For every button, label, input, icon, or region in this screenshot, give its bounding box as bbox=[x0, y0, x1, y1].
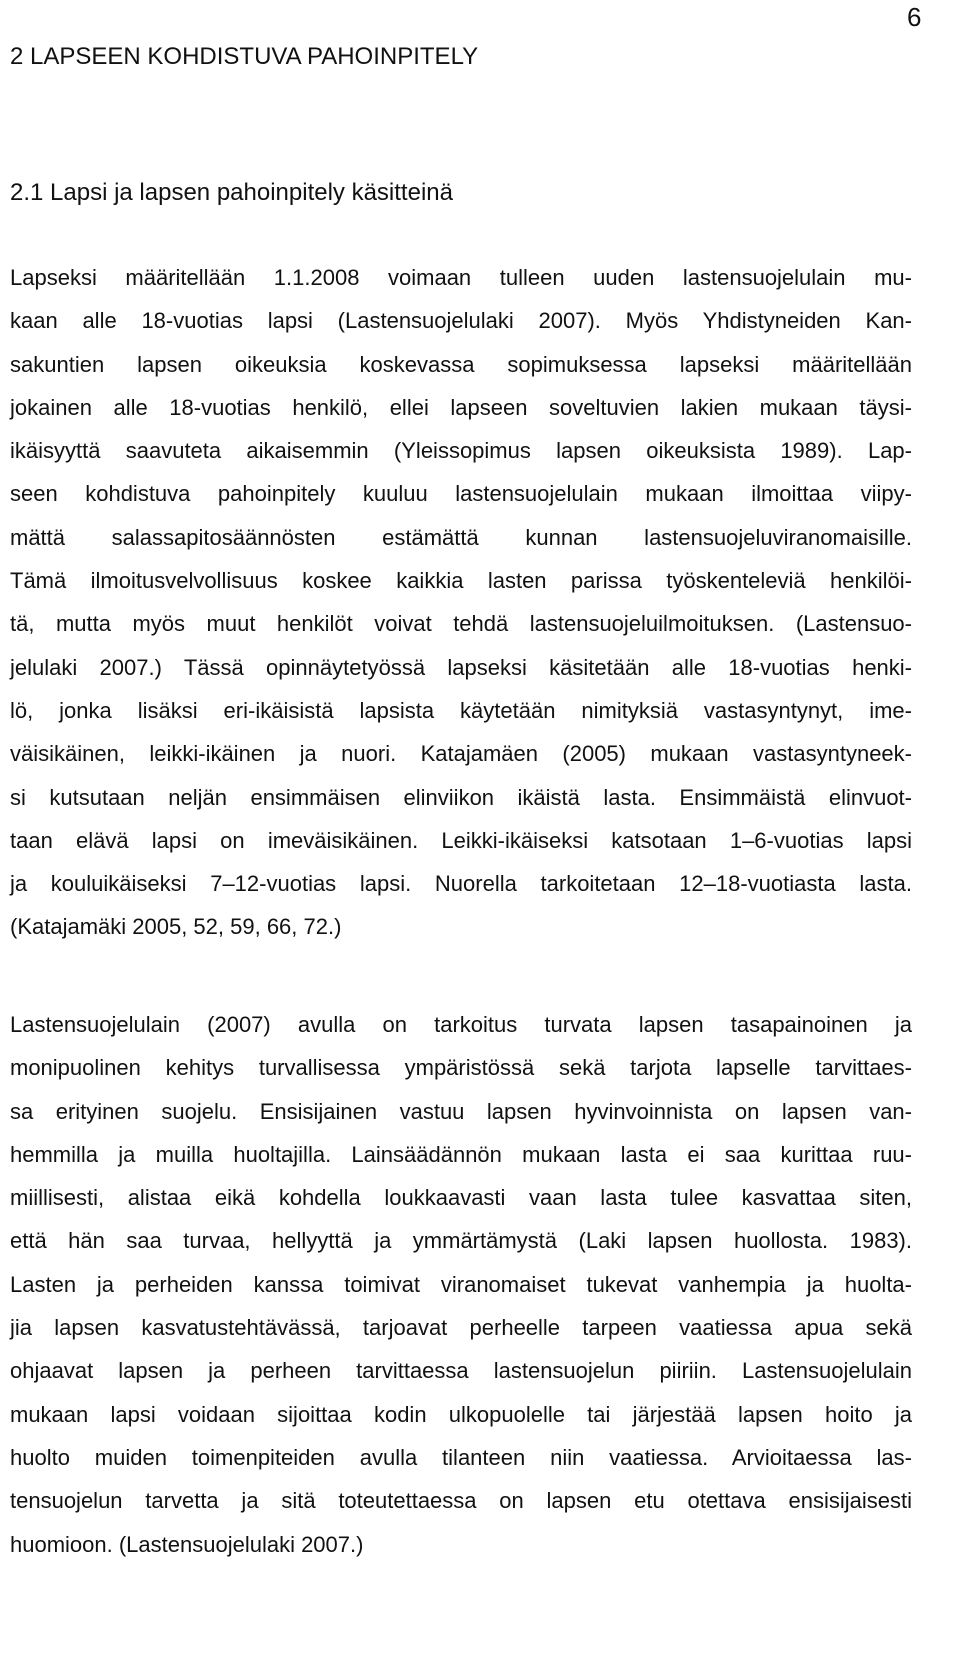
text-line: mukaan lapsi voidaan sijoittaa kodin ulkopuolelle tai järjestää lapsen hoito ja bbox=[10, 1401, 912, 1427]
text-line: tä, mutta myös muut henkilöt voivat tehdä lastensuojeluilmoituksen. (Lastensuo- bbox=[10, 611, 912, 637]
text-line: ikäisyyttä saavuteta aikaisemmin (Yleissopimus lapsen oikeuksista 1989). Lap- bbox=[10, 438, 912, 464]
text-line: taan elävä lapsi on imeväisikäinen. Leikki-ikäiseksi katsotaan 1–6-vuotias lapsi bbox=[10, 827, 912, 853]
text-line: si kutsutaan neljän ensimmäisen elinviikon ikäistä lasta. Ensimmäistä elinvuot- bbox=[10, 784, 912, 810]
text-line: Lastensuojelulain (2007) avulla on tarkoitus turvata lapsen tasapainoinen ja bbox=[10, 1012, 912, 1037]
text-line: jia lapsen kasvatustehtävässä, tarjoavat perheelle tarpeen vaatiessa apua sekä bbox=[10, 1315, 912, 1341]
text-line: lö, jonka lisäksi eri-ikäisistä lapsista käytetään nimityksiä vastasyntynyt, ime- bbox=[10, 697, 912, 723]
text-line: monipuolinen kehitys turvallisessa ympäristössä sekä tarjota lapselle tarvittaes- bbox=[10, 1055, 912, 1081]
text-line: kaan alle 18-vuotias lapsi (Lastensuojelulaki 2007). Myös Yhdistyneiden Kan- bbox=[10, 308, 912, 334]
paragraph-definition-of-child bbox=[10, 256, 912, 949]
text-line: ja kouluikäiseksi 7–12-vuotias lapsi. Nuorella tarkoitetaan 12–18-vuotiasta lasta. bbox=[10, 871, 912, 897]
text-line: sa erityinen suojelu. Ensisijainen vastuu lapsen hyvinvoinnista on lapsen van- bbox=[10, 1098, 912, 1124]
text-line: huolto muiden toimenpiteiden avulla tilanteen niin vaatiessa. Arvioitaessa las- bbox=[10, 1444, 912, 1470]
text-line: jokainen alle 18-vuotias henkilö, ellei lapseen soveltuvien lakien mukaan täysi- bbox=[10, 394, 912, 420]
text-line: että hän saa turvaa, hellyyttä ja ymmärtämystä (Laki lapsen huollosta. 1983). bbox=[10, 1228, 912, 1254]
text-line: Lapseksi määritellään 1.1.2008 voimaan tulleen uuden lastensuojelulain mu- bbox=[10, 265, 912, 290]
paragraph-child-protection-act bbox=[10, 1003, 912, 1566]
text-line: huomioon. (Lastensuojelulaki 2007.) bbox=[10, 1531, 364, 1557]
text-line: jelulaki 2007.) Tässä opinnäytetyössä lapseksi käsitetään alle 18-vuotias henki- bbox=[10, 654, 912, 680]
text-line: seen kohdistuva pahoinpitely kuuluu lastensuojelulain mukaan ilmoittaa viipy- bbox=[10, 481, 912, 507]
text-line: Lasten ja perheiden kanssa toimivat viranomaiset tukevat vanhempia ja huolta- bbox=[10, 1271, 912, 1297]
page-number: 6 bbox=[907, 2, 922, 32]
text-line: (Katajamäki 2005, 52, 59, 66, 72.) bbox=[10, 914, 342, 940]
text-line: miillisesti, alistaa eikä kohdella loukkaavasti vaan lasta tulee kasvattaa siten, bbox=[10, 1185, 912, 1211]
text-line: mättä salassapitosäännösten estämättä kunnan lastensuojeluviranomaisille. bbox=[10, 524, 912, 550]
text-line: ohjaavat lapsen ja perheen tarvittaessa lastensuojelun piiriin. Lastensuojelulain bbox=[10, 1358, 912, 1384]
text-line: sakuntien lapsen oikeuksia koskevassa sopimuksessa lapseksi määritellään bbox=[10, 351, 912, 377]
section-heading: 2.1 Lapsi ja lapsen pahoinpitely käsitteinä bbox=[10, 179, 453, 206]
chapter-heading: 2 LAPSEEN KOHDISTUVA PAHOINPITELY bbox=[10, 43, 479, 70]
text-line: väisikäinen, leikki-ikäinen ja nuori. Katajamäen (2005) mukaan vastasyntyneek- bbox=[10, 741, 912, 767]
text-line: Tämä ilmoitusvelvollisuus koskee kaikkia lasten parissa työskenteleviä henkilöi- bbox=[10, 568, 912, 594]
text-line: hemmilla ja muilla huoltajilla. Lainsäädännön mukaan lasta ei saa kurittaa ruu- bbox=[10, 1141, 912, 1167]
text-line: tensuojelun tarvetta ja sitä toteutettaessa on lapsen etu otettava ensisijaisesti bbox=[10, 1488, 912, 1514]
